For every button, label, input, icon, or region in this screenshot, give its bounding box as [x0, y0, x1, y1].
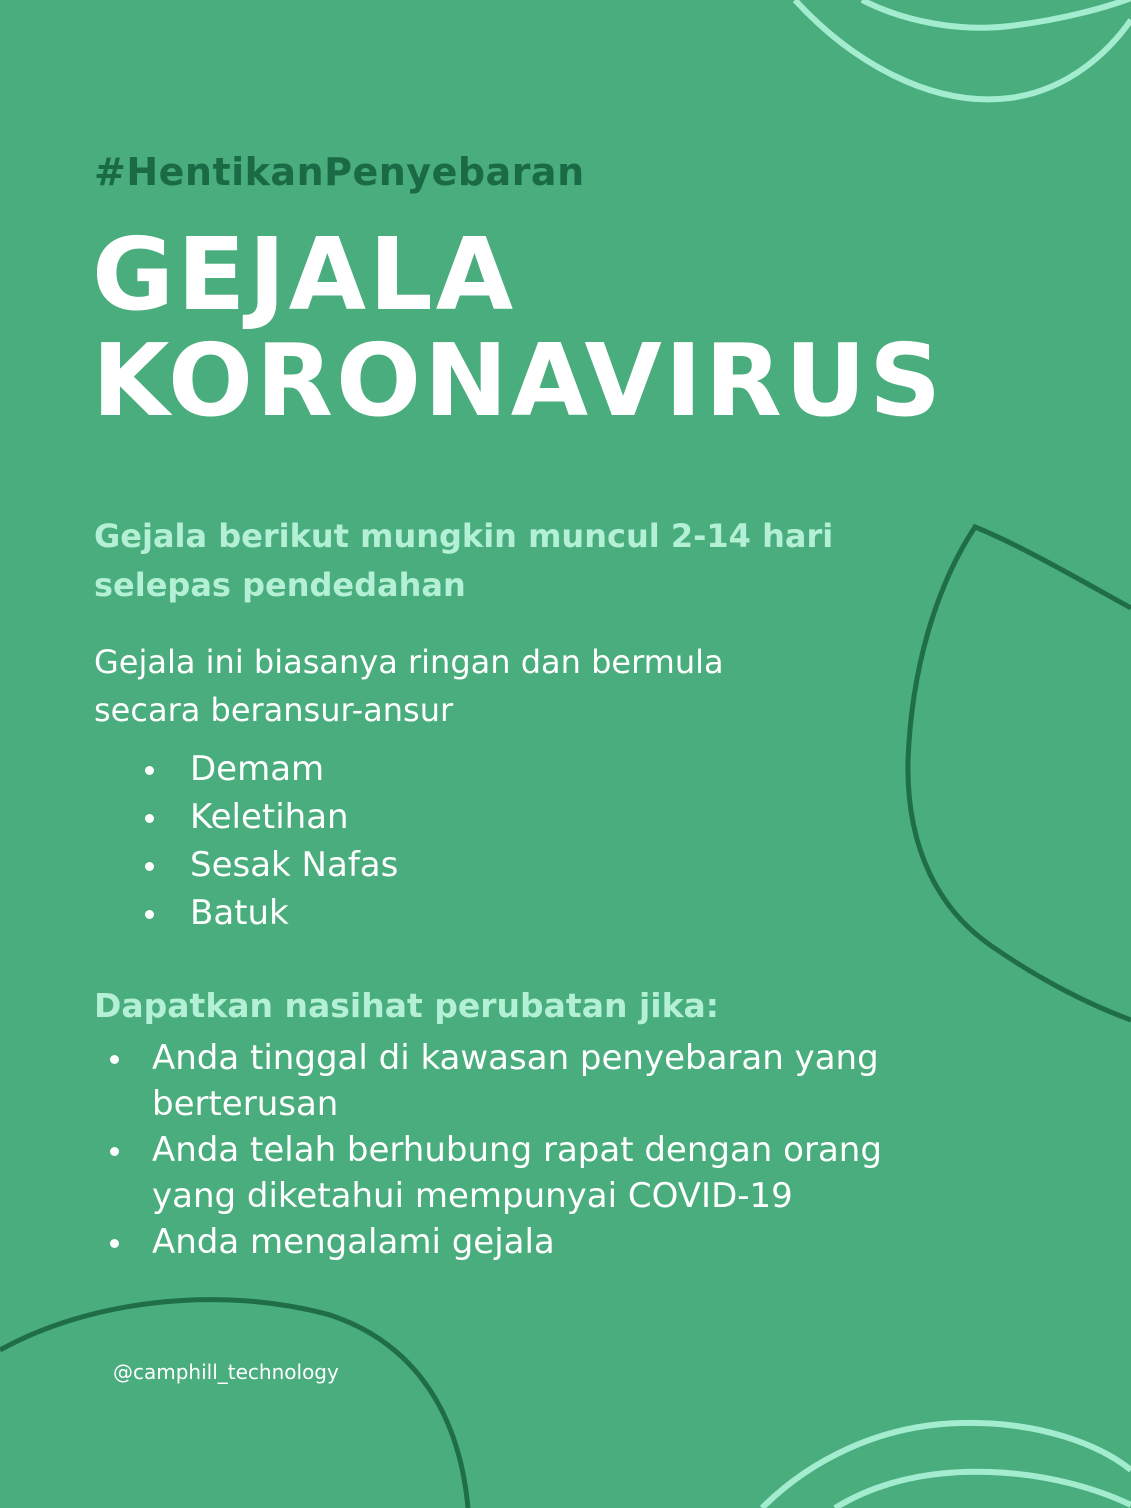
symptom-item: Sesak Nafas [138, 841, 398, 889]
symptom-item: Demam [138, 745, 398, 793]
symptom-list [138, 745, 398, 937]
advice-item: Anda telah berhubung rapat dengan orang yang diketahui mempunyai COVID-19 [104, 1127, 904, 1219]
bottom-right-arc-outer [762, 1423, 1131, 1508]
page-title [92, 216, 945, 439]
social-handle: @camphill_technology [113, 1360, 339, 1384]
bottom-left-curve [0, 1300, 468, 1508]
right-leaf-outline [908, 527, 1131, 1020]
advice-heading: Dapatkan nasihat perubatan jika: [94, 986, 719, 1025]
bottom-right-arc-inner [835, 1472, 1131, 1508]
advice-item: Anda mengalami gejala [104, 1219, 904, 1265]
hashtag: #HentikanPenyebaran [94, 150, 585, 194]
advice-list [104, 1035, 904, 1265]
title-line-2: KORONAVIRUS [92, 322, 945, 439]
symptom-item: Batuk [138, 889, 398, 937]
symptom-item: Keletihan [138, 793, 398, 841]
advice-item: Anda tinggal di kawasan penyebaran yang berterusan [104, 1035, 904, 1127]
top-right-swirl-inner [862, 0, 1131, 28]
subtitle: Gejala berikut mungkin muncul 2-14 hari selepas pendedahan [94, 517, 834, 604]
intro-text: Gejala ini biasanya ringan dan bermula secara beransur-ansur [94, 643, 724, 729]
title-line-1: GEJALA [92, 216, 517, 333]
